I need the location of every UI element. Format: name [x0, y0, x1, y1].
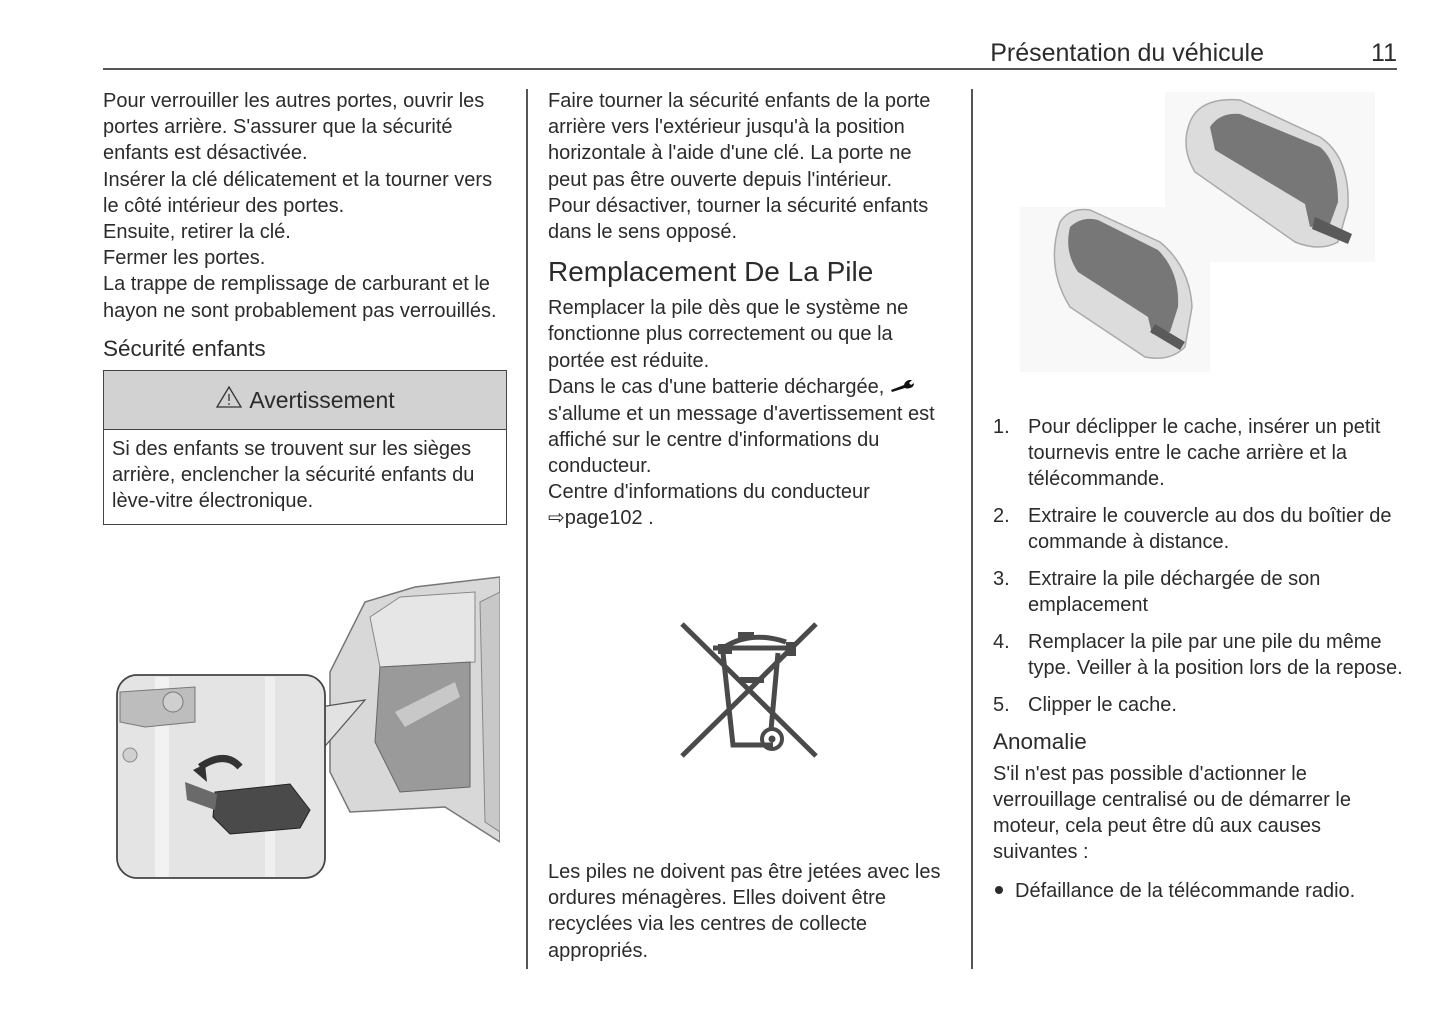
list-item [993, 503, 1403, 555]
list-item [993, 414, 1403, 493]
crossed-out-bin-icon [678, 620, 820, 760]
page-number: 11 [1371, 39, 1397, 67]
warning-body: Si des enfants se trouvent sur les sièges arrière, enclencher la sécurité enfants du lève-vitre électronique. [112, 438, 475, 513]
step-text: Remplacer la pile par une pile du même type. Veiller à la position lors de la repose. [1028, 630, 1403, 680]
step-text: Extraire le couvercle au dos du boîtier de commande à distance. [1028, 505, 1392, 554]
column-1 [103, 88, 507, 525]
wrench-icon [890, 374, 914, 400]
paragraph: S'il n'est pas possible d'actionner le verrouillage centralisé ou de démarrer le moteur, cela peut être dû aux causes suivantes : [993, 762, 1351, 864]
section-heading: Sécurité enfants [103, 335, 266, 361]
step-number: 2. [993, 505, 1010, 528]
list-item [993, 566, 1403, 618]
step-number: 4. [993, 630, 1010, 653]
paragraph: Remplacer la pile dès que le système ne fonctionne plus correctement ou que la portée est réduite. [548, 297, 909, 372]
section-heading: Anomalie [993, 728, 1087, 754]
page-reference[interactable] [548, 505, 953, 531]
warning-header [104, 371, 506, 430]
bullet-text: Défaillance de la télécommande radio. [1015, 879, 1356, 902]
step-number: 5. [993, 693, 1010, 716]
paragraph: Les piles ne doivent pas être jetées avec les ordures ménagères. Elles doivent être recyclées via les centres de collecte appropriés. [548, 861, 941, 962]
paragraph: La trappe de remplissage de carburant et le hayon ne sont probablement pas verrouillés. [103, 273, 497, 322]
step-text: Extraire la pile déchargée de son emplacement [1028, 568, 1321, 617]
child-lock-illustration [115, 572, 500, 880]
column-2 [548, 88, 953, 532]
paragraph-text: s'allume et un message d'avertissement est affiché sur le centre d'informations du conducteur. [548, 402, 935, 478]
paragraph: Pour désactiver, tourner la sécurité enfants dans le sens opposé. [548, 194, 929, 244]
step-text: Pour déclipper le cache, insérer un petit tournevis entre le cache arrière et la télécommande. [1028, 416, 1381, 491]
list-item [993, 692, 1403, 718]
paragraph: Faire tourner la sécurité enfants de la porte arrière vers l'extérieur jusqu'à la position horizontale à l'aide d'une clé. La porte ne peut pas être ouverte depuis l'intérieur. [548, 90, 931, 191]
disposal-note [548, 859, 953, 964]
paragraph: Insérer la clé délicatement et la tourner vers le côté intérieur des portes. [103, 168, 493, 217]
step-text: Clipper le cache. [1028, 693, 1177, 716]
column-divider [526, 89, 528, 969]
bullet-item [993, 878, 1403, 904]
arrow-right-icon: ⇨ [548, 507, 565, 530]
page-link[interactable]: page102 . [564, 507, 654, 530]
step-number: 1. [993, 416, 1010, 438]
paragraph: Centre d'informations du conducteur [548, 481, 870, 504]
page-header [103, 36, 1397, 70]
step-number: 3. [993, 568, 1010, 591]
section-title: Remplacement De La Pile [548, 256, 874, 288]
paragraph: Ensuite, retirer la clé. [103, 221, 291, 244]
bullet-icon [995, 886, 1003, 894]
paragraph: Fermer les portes. [103, 247, 266, 270]
key-fob-illustration [1020, 92, 1375, 372]
paragraph [548, 374, 953, 479]
column-divider [971, 89, 973, 969]
list-item [993, 629, 1403, 681]
battery-steps-list [993, 414, 1403, 718]
chapter-title: Présentation du véhicule [990, 39, 1264, 67]
column-3 [993, 414, 1403, 904]
paragraph-text: Dans le cas d'une batterie déchargée, [548, 375, 885, 398]
warning-box [103, 370, 507, 525]
warning-triangle-icon [215, 385, 243, 414]
warning-title: Avertissement [249, 386, 395, 413]
paragraph: Pour verrouiller les autres portes, ouvrir les portes arrière. S'assurer que la sécurité enfants est désactivée. [103, 90, 485, 165]
